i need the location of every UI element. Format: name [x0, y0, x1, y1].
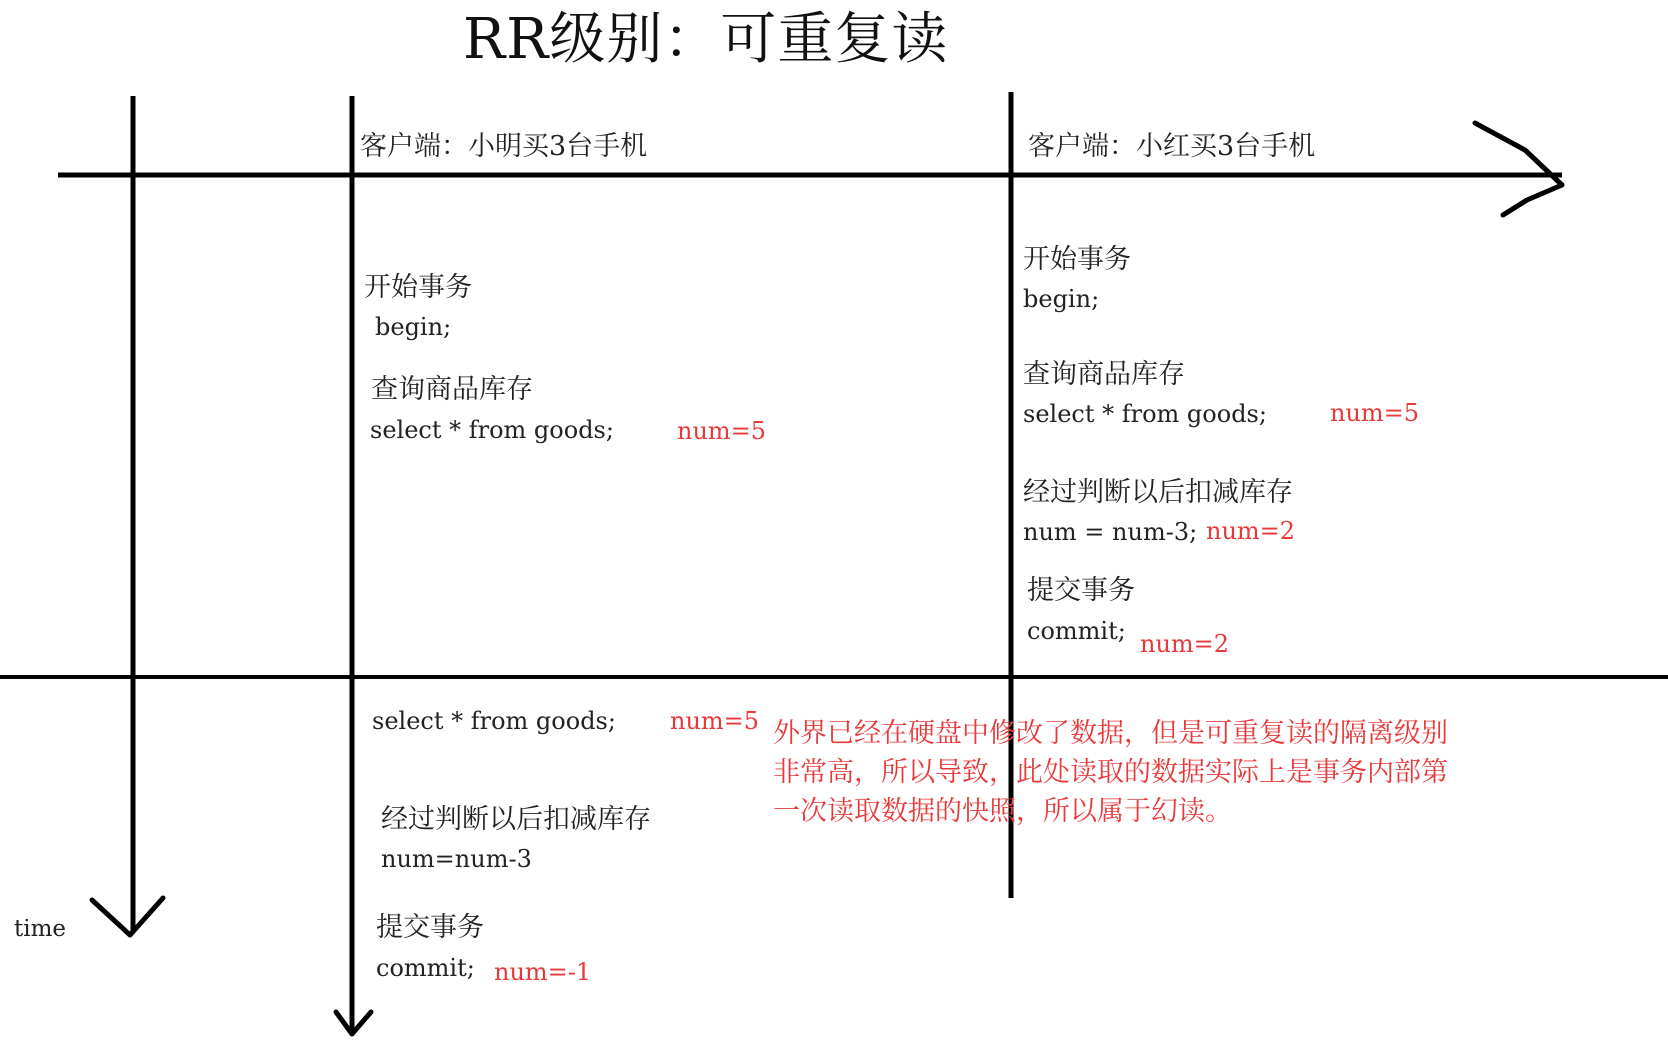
phantom-read-note: 外界已经在硬盘中修改了数据，但是可重复读的隔离级别非常高，所以导致，此处读取的数据实际上是事务内部第一次读取数据的快照，所以属于幻读。	[773, 718, 1448, 827]
right-query-result: num=5	[1330, 399, 1420, 427]
right-query-code: select * from goods;	[1023, 400, 1267, 428]
right-commit-label: 提交事务	[1027, 575, 1135, 606]
left-client-header: 客户端：小明买3台手机	[360, 131, 648, 162]
left-deduct-code: num=num-3	[381, 845, 532, 873]
right-deduct-result: num=2	[1206, 517, 1296, 545]
right-commit-code: commit;	[1027, 617, 1126, 645]
left-query-label: 查询商品库存	[371, 374, 533, 405]
left-commit-code: commit;	[376, 954, 475, 982]
left-begin-label: 开始事务	[364, 272, 472, 303]
left-commit-result: num=-1	[494, 958, 592, 986]
right-begin-code: begin;	[1023, 285, 1100, 313]
right-commit-result: num=2	[1140, 630, 1230, 658]
right-begin-label: 开始事务	[1023, 244, 1131, 275]
page-title: RR级别：可重复读	[463, 7, 949, 72]
left-commit-label: 提交事务	[376, 912, 484, 943]
time-axis-arrowhead	[92, 898, 163, 935]
left-query-code: select * from goods;	[370, 416, 614, 444]
header-axis-arrowhead	[1475, 123, 1562, 215]
right-query-label: 查询商品库存	[1023, 359, 1185, 390]
left-second-query-result: num=5	[670, 707, 760, 735]
right-deduct-label: 经过判断以后扣减库存	[1023, 477, 1293, 508]
right-client-header: 客户端：小红买3台手机	[1028, 131, 1316, 162]
left-query-result: num=5	[677, 417, 767, 445]
time-axis-label: time	[14, 916, 67, 942]
left-second-query-code: select * from goods;	[372, 707, 616, 735]
left-deduct-label: 经过判断以后扣减库存	[381, 804, 651, 835]
right-deduct-code: num = num-3;	[1023, 518, 1198, 546]
left-begin-code: begin;	[375, 313, 452, 341]
